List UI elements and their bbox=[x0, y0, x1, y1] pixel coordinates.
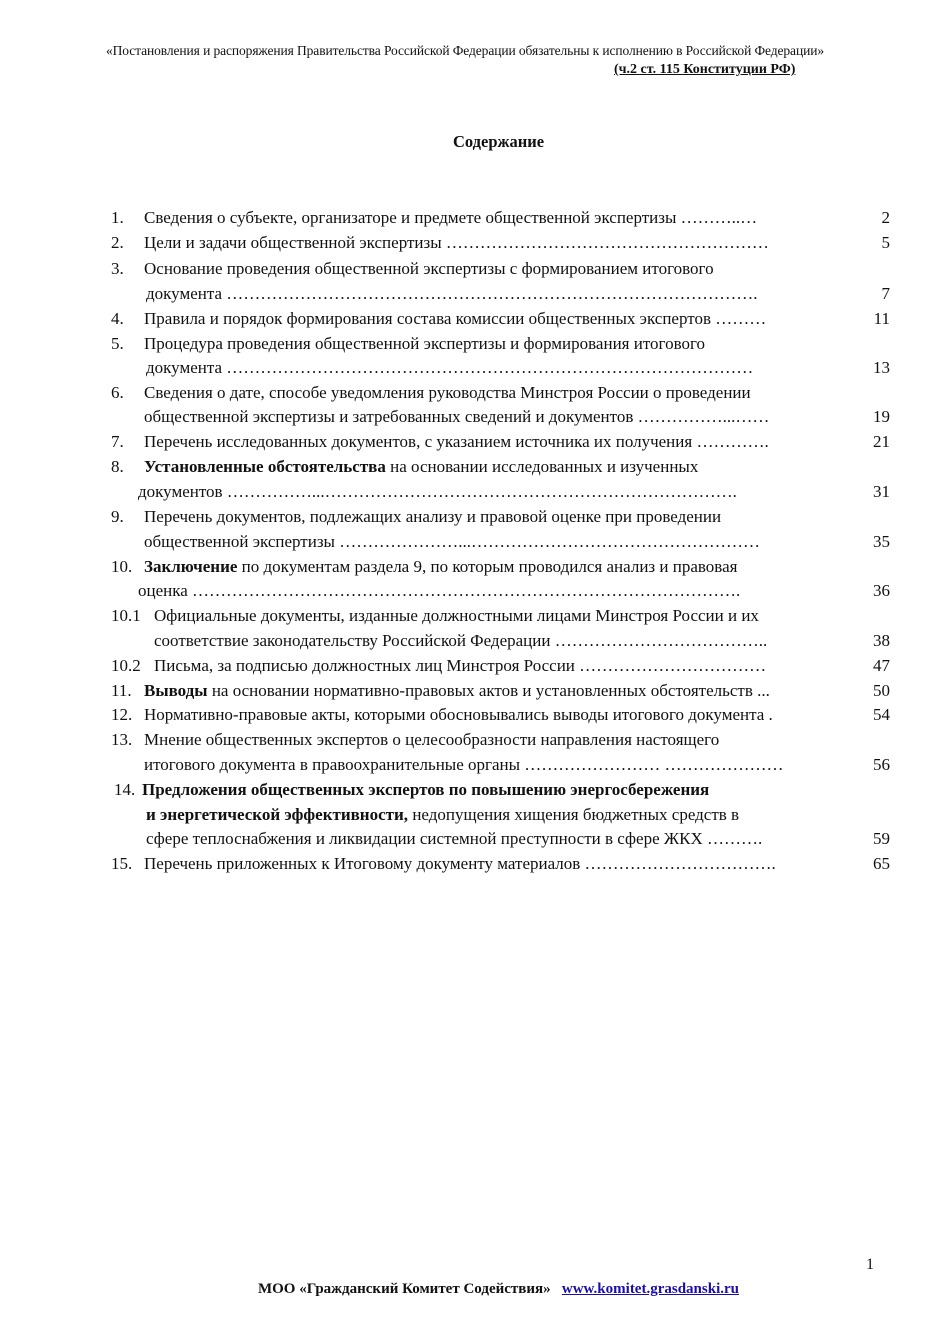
toc-entry-page: 5 bbox=[881, 233, 890, 252]
toc-entry-page: 54 bbox=[873, 705, 890, 724]
toc-entry-page: 2 bbox=[881, 208, 890, 227]
toc-entry-text: Заключение по документам раздела 9, по которым проводился анализ и правовая bbox=[144, 557, 738, 576]
toc-entry-number: 2. bbox=[111, 233, 124, 252]
toc-entry-page: 35 bbox=[873, 532, 890, 551]
toc-entry-bold: и энергетической эффективности, bbox=[146, 805, 409, 824]
header-source: (ч.2 ст. 115 Конституции РФ) bbox=[614, 62, 796, 77]
toc-entry-text: Перечень документов, подлежащих анализу и правовой оценке при проведении bbox=[144, 507, 722, 526]
toc-entry-number: 14. bbox=[114, 780, 136, 799]
toc-entry-number: 8. bbox=[111, 457, 124, 476]
toc-entry-page: 65 bbox=[873, 854, 890, 873]
toc-entry-text: Правила и порядок формирования состава комиссии общественных экспертов ……… bbox=[144, 309, 767, 328]
footer bbox=[0, 1281, 930, 1298]
toc-entry-text: Сведения о субъекте, организаторе и предмете общественной экспертизы ………..… bbox=[144, 208, 758, 227]
toc-entry-page: 19 bbox=[873, 407, 890, 426]
toc-entry-text: Письма, за подписью должностных лиц Минстроя России …………………………… bbox=[154, 656, 767, 675]
toc-entry-text: Перечень исследованных документов, с указанием источника их получения …………. bbox=[144, 432, 769, 451]
toc-entry-number: 13. bbox=[111, 730, 133, 749]
toc-entry-page: 47 bbox=[873, 656, 890, 675]
toc-entry-bold: Предложения общественных экспертов по повышению энергосбережения bbox=[142, 780, 710, 799]
toc-entry-text: и энергетической эффективности, недопущения хищения бюджетных средств в bbox=[146, 805, 740, 824]
page-number: 1 bbox=[866, 1256, 874, 1273]
toc-entry-text: Мнение общественных экспертов о целесообразности направления настоящего bbox=[144, 730, 720, 749]
toc-entry-number: 10.2 bbox=[111, 656, 141, 675]
toc-entry-text: документа …………………………………………………………………………………. bbox=[146, 284, 758, 303]
toc-entry-text: оценка ……………………………………………………………………………………. bbox=[138, 581, 741, 600]
toc-entry-text: Основание проведения общественной экспертизы с формированием итогового bbox=[144, 259, 714, 278]
toc-entry-bold: Заключение bbox=[144, 557, 238, 576]
toc-entry-page: 13 bbox=[873, 358, 890, 377]
toc-entry-number: 7. bbox=[111, 432, 124, 451]
toc-entry-text: Сведения о дате, способе уведомления руководства Минстроя России о проведении bbox=[144, 383, 751, 402]
toc-entry-number: 4. bbox=[111, 309, 124, 328]
toc-entry-page: 31 bbox=[873, 482, 890, 501]
toc-entry-text: Нормативно-правовые акты, которыми обосновывались выводы итогового документа . bbox=[144, 705, 773, 724]
page-title: Содержание bbox=[452, 132, 545, 151]
toc-entry-number: 1. bbox=[111, 208, 124, 227]
toc-entry-text: Выводы на основании нормативно-правовых актов и установленных обстоятельств ... bbox=[144, 681, 770, 700]
toc-entry-page: 59 bbox=[873, 829, 890, 848]
footer-org: МОО «Гражданский Комитет Содействия» bbox=[257, 1281, 551, 1297]
toc-entry-number: 6. bbox=[111, 383, 124, 402]
toc-entry-bold: Установленные обстоятельства bbox=[144, 457, 386, 476]
toc-entry-page: 11 bbox=[873, 309, 890, 328]
toc-entry-bold: Выводы bbox=[144, 681, 208, 700]
toc-entry-number: 10. bbox=[111, 557, 133, 576]
toc-entry-number: 3. bbox=[111, 259, 124, 278]
toc-entry-text: итогового документа в правоохранительные органы …………………… ………………… bbox=[144, 755, 784, 774]
toc-entry-text bbox=[142, 780, 709, 800]
toc-entry-text: Процедура проведения общественной экспертизы и формирования итогового bbox=[144, 334, 706, 353]
toc-entry-number: 5. bbox=[111, 334, 124, 353]
toc-entry-page: 56 bbox=[873, 755, 890, 774]
toc-entry-number: 11. bbox=[111, 681, 132, 700]
toc-entry-page: 50 bbox=[873, 681, 890, 700]
toc-entry-text: Цели и задачи общественной экспертизы ………………………………………………… bbox=[144, 233, 769, 252]
toc-entry-number: 10.1 bbox=[111, 606, 141, 625]
toc-entry-page: 36 bbox=[873, 581, 890, 600]
toc-entry-page: 21 bbox=[873, 432, 890, 451]
toc-entry-number: 12. bbox=[111, 705, 133, 724]
toc-entry-text: документа ………………………………………………………………………………… bbox=[146, 358, 754, 377]
toc-entry-text: сфере теплоснабжения и ликвидации системной преступности в сфере ЖКХ ………. bbox=[146, 829, 763, 848]
toc-entry-page: 38 bbox=[873, 631, 890, 650]
footer-site-link[interactable]: www.komitet.grasdanski.ru bbox=[561, 1281, 739, 1297]
toc-entry-text: Перечень приложенных к Итоговому документу материалов ……………………………. bbox=[144, 854, 776, 873]
toc-entry-text: Установленные обстоятельства на основании исследованных и изученных bbox=[144, 457, 699, 476]
toc-entry-text: Официальные документы, изданные должностными лицами Минстроя России и их bbox=[154, 606, 759, 625]
toc-entry-text: общественной экспертизы …………………...…………………………………………… bbox=[144, 532, 760, 551]
header-quote: «Постановления и распоряжения Правительства Российской Федерации обязательны к исполнению в Российской Федерации» bbox=[106, 43, 824, 58]
toc-entry-text: соответствие законодательству Российской Федерации ……………………………….. bbox=[154, 631, 768, 650]
toc-entry-page: 7 bbox=[881, 284, 890, 303]
toc-entry-number: 15. bbox=[111, 854, 133, 873]
toc-entry-text: общественной экспертизы и затребованных сведений и документов ……………...…… bbox=[144, 407, 770, 426]
toc-entry-text: документов ……………...………………………………………………………………. bbox=[138, 482, 737, 501]
toc-entry-number: 9. bbox=[111, 507, 124, 526]
